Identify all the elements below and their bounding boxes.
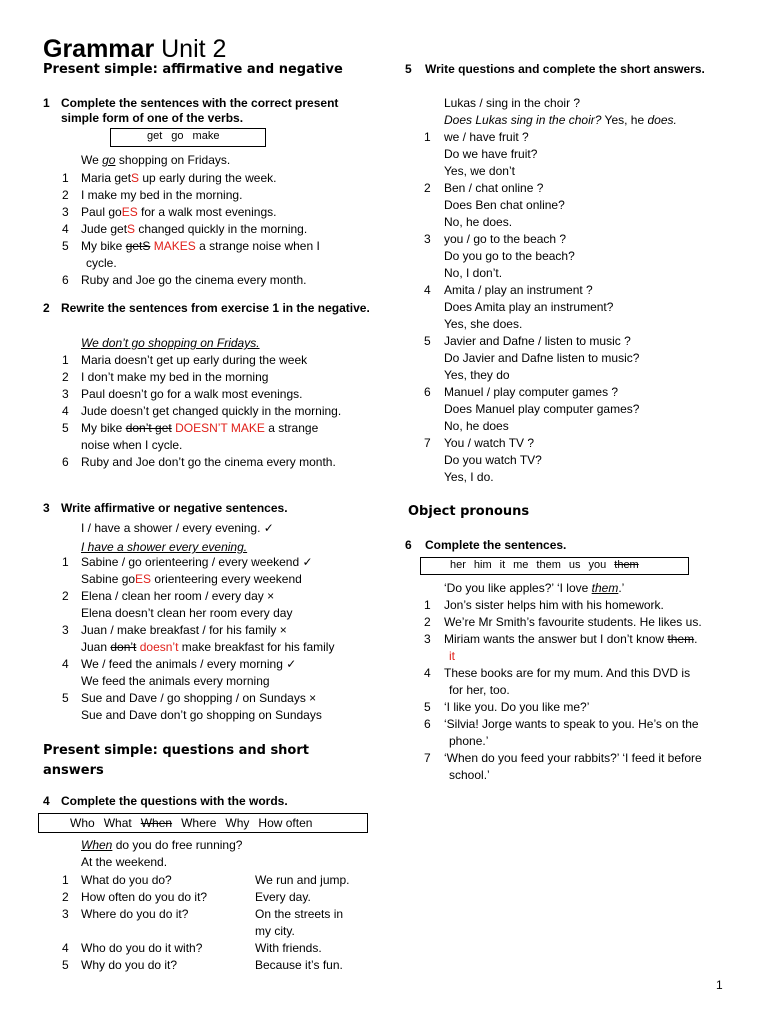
correction: S (127, 222, 136, 236)
box-word: Why (225, 816, 250, 830)
item-text (81, 640, 334, 654)
section-heading: Object pronouns (408, 504, 530, 519)
correction: MAKES (150, 239, 196, 253)
item-text (86, 256, 117, 270)
text-part: Jon’s sister helps him with his homework. (444, 598, 664, 612)
correction: S (131, 171, 140, 185)
exercise-1-instruction: 1 Complete the sentences with the correct present simple form of one of the verbs. (43, 96, 339, 125)
item-text: No, he does (444, 419, 509, 433)
answer-text: Every day. (255, 890, 311, 904)
item-number: 2 (424, 615, 431, 629)
item-number: 3 (424, 632, 431, 646)
text-part: Sabine / go orienteering / every weekend ✓ (81, 555, 313, 569)
item-text (449, 649, 455, 663)
text-part: Maria get (81, 171, 132, 185)
item-text (81, 387, 302, 401)
item-text: Does Manuel play computer games? (444, 402, 640, 416)
answer-text: On the streets in (255, 907, 344, 921)
item-number: 4 (424, 666, 431, 680)
item-number: 2 (424, 181, 431, 195)
text-part: changed quickly in the morning. (135, 222, 308, 236)
answer-text: With friends. (255, 941, 322, 955)
text-part: Juan (81, 640, 111, 654)
text-part: Miriam wants the answer but I don’t know (444, 632, 668, 646)
struck-word: don’t get (125, 421, 172, 435)
section-heading: Present simple: affirmative and negative (43, 62, 343, 77)
item-text: No, I don’t. (444, 266, 503, 280)
box-word: How often (258, 816, 313, 830)
section-heading: Present simple: questions and short answers (43, 743, 309, 778)
text-part: Paul doesn’t go for a walk most evenings. (81, 387, 303, 401)
box-word: them (614, 559, 639, 571)
question-text: Why do you do it? (81, 958, 178, 972)
example-answer: Does Lukas sing in the choir? Yes, he does. (444, 113, 677, 127)
item-text: Ben / chat online ? (444, 181, 544, 195)
item-text (81, 572, 302, 586)
correction: DOESN’T MAKE (171, 421, 265, 435)
text-part: Sue and Dave don’t go shopping on Sundays (81, 708, 322, 722)
correction: it (449, 649, 455, 663)
item-text (449, 768, 490, 782)
item-text: Yes, we don’t (444, 164, 515, 178)
exercise-4-instruction: 4 Complete the questions with the words. (43, 794, 288, 808)
item-text: Does Ben chat online? (444, 198, 565, 212)
box-word: him (473, 559, 492, 571)
item-text (81, 438, 182, 452)
item-text (81, 205, 276, 219)
text-part: for her, too. (449, 683, 510, 697)
answer-text: my city. (255, 924, 295, 938)
text-part: I make my bed in the morning. (81, 188, 243, 202)
item-text (81, 353, 307, 367)
item-number: 1 (62, 171, 69, 185)
text-part: My bike (81, 421, 126, 435)
item-text (444, 751, 702, 765)
item-text (81, 589, 274, 603)
item-number: 6 (424, 717, 431, 731)
text-part: Elena doesn’t clean her room every day (81, 606, 293, 620)
item-number: 7 (424, 436, 431, 450)
item-text (81, 222, 307, 236)
word-box (420, 557, 689, 575)
item-number: 6 (62, 455, 69, 469)
text-part: . (694, 632, 698, 646)
example-question: When do you do free running? (81, 838, 243, 852)
item-number: 2 (62, 890, 69, 904)
text-part: cycle. (86, 256, 117, 270)
example-prompt: I / have a shower / every evening. ✓ (81, 521, 274, 535)
item-text (81, 455, 336, 469)
item-number: 4 (424, 283, 431, 297)
exercise-3-instruction: 3 Write affirmative or negative sentences. (43, 501, 288, 515)
correction: ES (135, 572, 152, 586)
item-number: 1 (62, 555, 69, 569)
text-part: orienteering every weekend (151, 572, 302, 586)
example-sentence: ‘Do you like apples?’ ‘I love them.’ (444, 581, 625, 595)
item-text (81, 239, 320, 253)
item-number: 2 (62, 188, 69, 202)
item-text (81, 404, 341, 418)
item-number: 6 (62, 273, 69, 287)
box-word: them (536, 559, 561, 571)
item-text (81, 708, 322, 722)
question-text: Who do you do it with? (81, 941, 203, 955)
item-text: Yes, I do. (444, 470, 494, 484)
text-part: school.’ (449, 768, 490, 782)
box-word: you (588, 559, 607, 571)
item-text (444, 632, 697, 646)
text-part: phone.’ (449, 734, 489, 748)
item-text (449, 683, 510, 697)
example-prompt: Lukas / sing in the choir ? (444, 96, 581, 110)
text-part: a strange (264, 421, 319, 435)
word-box (38, 813, 368, 833)
struck-word: don’t (110, 640, 137, 654)
page-number: 1 (716, 978, 723, 992)
text-part: Jude get (81, 222, 128, 236)
text-part: I don’t make my bed in the morning (81, 370, 269, 384)
item-text (449, 734, 488, 748)
item-number: 3 (62, 387, 69, 401)
item-text: Do Javier and Dafne listen to music? (444, 351, 640, 365)
item-text (81, 606, 292, 620)
item-text (81, 555, 313, 569)
example-sentence: I have a shower every evening. (81, 540, 248, 554)
item-number: 5 (62, 421, 69, 435)
item-text: Does Amita play an instrument? (444, 300, 614, 314)
text-part: make breakfast for his family (178, 640, 335, 654)
item-text (444, 598, 664, 612)
item-text: Yes, she does. (444, 317, 523, 331)
item-number: 3 (424, 232, 431, 246)
item-text: Do you watch TV? (444, 453, 542, 467)
text-part: Juan / make breakfast / for his family × (81, 623, 287, 637)
item-text (81, 370, 268, 384)
box-word: her (450, 559, 466, 571)
item-text (81, 273, 306, 287)
question-text: Where do you do it? (81, 907, 189, 921)
item-number: 1 (424, 598, 431, 612)
item-number: 3 (62, 623, 69, 637)
text-part: Sue and Dave / go shopping / on Sundays × (81, 691, 317, 705)
text-part: ‘Silvia! Jorge wants to speak to you. He’s on the (444, 717, 699, 731)
item-text (81, 691, 316, 705)
item-number: 2 (62, 370, 69, 384)
page-title: Grammar Unit 2 (43, 35, 227, 63)
example-sentence: We don’t go shopping on Fridays. (81, 336, 260, 350)
text-part: a strange noise when I (195, 239, 320, 253)
item-number: 4 (62, 941, 69, 955)
item-number: 5 (424, 334, 431, 348)
item-text: Javier and Dafne / listen to music ? (444, 334, 631, 348)
item-text (81, 421, 318, 435)
item-number: 1 (62, 353, 69, 367)
item-number: 3 (62, 205, 69, 219)
item-number: 5 (62, 239, 69, 253)
text-part: Jude doesn’t get changed quickly in the morning. (81, 404, 342, 418)
text-part: Elena / clean her room / every day × (81, 589, 275, 603)
correction: ES (121, 205, 138, 219)
box-word: When (140, 816, 173, 830)
box-word: it (499, 559, 506, 571)
answer-text: Because it’s fun. (255, 958, 343, 972)
example-answer: At the weekend. (81, 855, 168, 869)
text-part: for a walk most evenings. (137, 205, 277, 219)
item-text (81, 188, 242, 202)
text-part: These books are for my mum. And this DVD is (444, 666, 691, 680)
item-text: Yes, they do (444, 368, 510, 382)
text-part: We feed the animals every morning (81, 674, 270, 688)
item-text: Manuel / play computer games ? (444, 385, 619, 399)
box-word: Who (70, 816, 95, 830)
item-number: 5 (62, 958, 69, 972)
text-part: up early during the week. (139, 171, 277, 185)
text-part: My bike (81, 239, 126, 253)
item-number: 3 (62, 907, 69, 921)
item-text (81, 657, 296, 671)
word-box: get go make (110, 128, 266, 147)
item-text (81, 623, 287, 637)
box-word: us (568, 559, 581, 571)
box-word: What (103, 816, 132, 830)
text-part: We / feed the animals / every morning ✓ (81, 657, 297, 671)
text-part: Sabine go (81, 572, 136, 586)
item-text (81, 171, 276, 185)
struck-word: them (667, 632, 695, 646)
item-text: you / go to the beach ? (444, 232, 567, 246)
question-text: What do you do? (81, 873, 172, 887)
item-number: 1 (424, 130, 431, 144)
item-text: You / watch TV ? (444, 436, 535, 450)
text-part: Ruby and Joe don’t go the cinema every month. (81, 455, 336, 469)
text-part: ‘When do you feed your rabbits?’ ‘I feed it before (444, 751, 702, 765)
item-number: 5 (424, 700, 431, 714)
item-text: we / have fruit ? (444, 130, 529, 144)
text-part: Paul go (81, 205, 122, 219)
item-number: 2 (62, 589, 69, 603)
text-part: We’re Mr Smith’s favourite students. He likes us. (444, 615, 702, 629)
exercise-2-instruction: 2 Rewrite the sentences from exercise 1 in the negative. (43, 301, 370, 315)
exercise-5-instruction: 5 Write questions and complete the short answers. (405, 62, 705, 76)
item-text: Do you go to the beach? (444, 249, 575, 263)
answer-text: We run and jump. (255, 873, 350, 887)
item-text: Amita / play an instrument ? (444, 283, 593, 297)
text-part: noise when I cycle. (81, 438, 183, 452)
item-number: 4 (62, 222, 69, 236)
text-part: ‘I like you. Do you like me?’ (444, 700, 590, 714)
box-word: Where (181, 816, 217, 830)
item-text (444, 700, 589, 714)
exercise-6-instruction: 6 Complete the sentences. (405, 538, 567, 552)
item-number: 5 (62, 691, 69, 705)
item-text (444, 615, 702, 629)
item-number: 7 (424, 751, 431, 765)
item-text (81, 674, 270, 688)
item-text: Do we have fruit? (444, 147, 538, 161)
item-text (444, 717, 699, 731)
correction: doesn’t (136, 640, 179, 654)
item-number: 4 (62, 404, 69, 418)
item-text (444, 666, 690, 680)
item-number: 6 (424, 385, 431, 399)
item-number: 1 (62, 873, 69, 887)
item-text: No, he does. (444, 215, 513, 229)
question-text: How often do you do it? (81, 890, 208, 904)
text-part: Ruby and Joe go the cinema every month. (81, 273, 307, 287)
text-part: Maria doesn’t get up early during the week (81, 353, 308, 367)
item-number: 4 (62, 657, 69, 671)
struck-word: getS (125, 239, 151, 253)
box-word: me (513, 559, 529, 571)
example-sentence: We go shopping on Fridays. (81, 153, 231, 167)
